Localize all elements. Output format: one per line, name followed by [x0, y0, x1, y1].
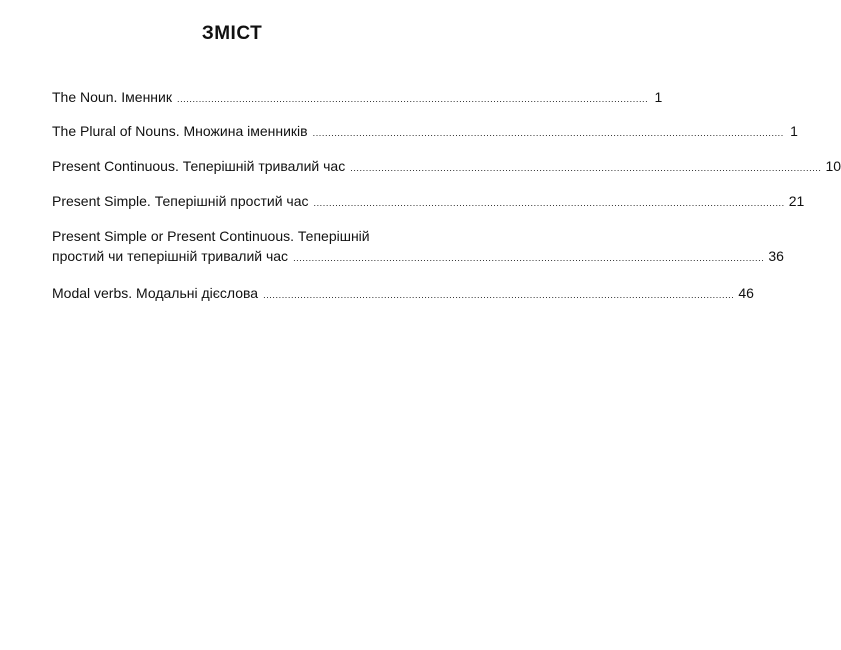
- toc-page-number: 1: [654, 89, 663, 105]
- dot-leader: ........................................................................................................................................................: [313, 198, 785, 208]
- dot-leader: ........................................................................................................................................................: [312, 128, 784, 138]
- toc-page-number: 46: [738, 285, 754, 301]
- toc-entry-noun: [52, 87, 663, 107]
- toc-page-number: 21: [788, 193, 805, 209]
- toc-page-number: 36: [768, 248, 784, 264]
- dot-leader: ........................................................................................................................................................: [263, 290, 735, 300]
- toc-entry-present-continuous: [52, 156, 841, 176]
- toc-entry-present-simple: [52, 191, 805, 211]
- toc-entry-modal-verbs: [52, 283, 754, 303]
- toc-entry-plural-of-nouns: [52, 121, 798, 141]
- toc-entry-title-line1: Present Simple or Present Continuous. Теперішній: [52, 228, 370, 244]
- toc-page-number: 1: [790, 123, 798, 139]
- dot-leader: ........................................................................................................................................................: [293, 253, 765, 263]
- dot-leader: ........................................................................................................................................................: [350, 163, 822, 173]
- toc-entry-title: Present Continuous. Теперішній тривалий час: [52, 158, 346, 174]
- toc-entry-title: The Plural of Nouns. Множина іменників: [52, 123, 308, 139]
- toc-entry-title: простий чи теперішній тривалий час: [52, 248, 289, 264]
- toc-entry-title: The Noun. Іменник: [52, 89, 172, 105]
- toc-entry-title: Present Simple. Теперішній простий час: [52, 193, 309, 209]
- dot-leader: ........................................................................................................................................................: [176, 94, 649, 104]
- page-title: ЗМІСТ: [201, 23, 263, 44]
- toc-entry-simple-or-continuous: [52, 226, 784, 266]
- toc-entry-title: Modal verbs. Модальні дієслова: [52, 285, 259, 301]
- toc-page-number: 10: [825, 158, 841, 174]
